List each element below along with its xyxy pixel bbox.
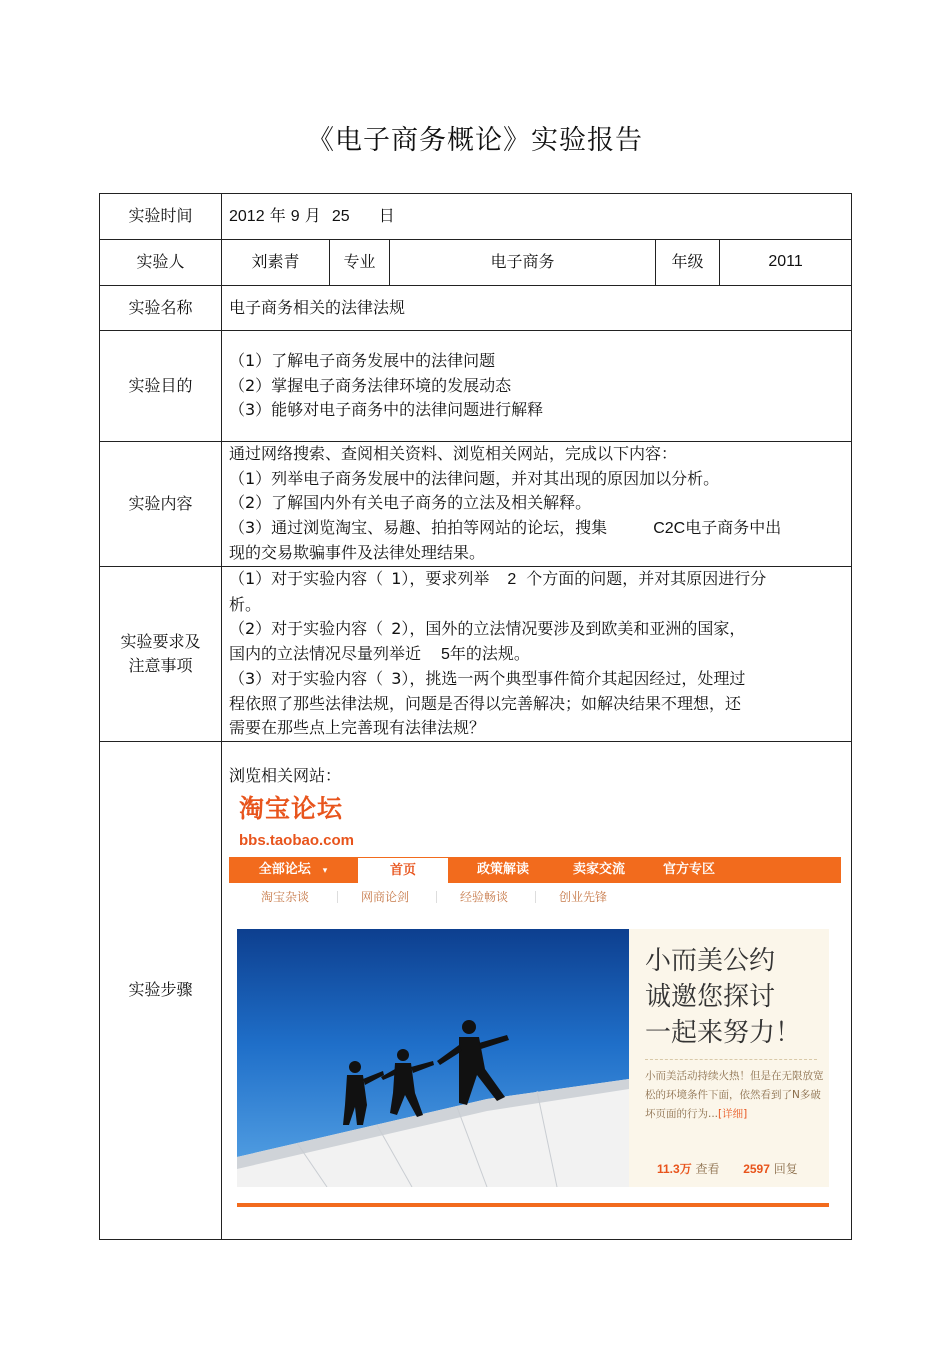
value-person-name: 刘素青	[222, 240, 330, 286]
purpose-line: （2）掌握电子商务法律环境的发展动态	[229, 375, 512, 395]
requirements-part: 国内的立法情况尽量列举近	[229, 643, 422, 663]
report-table	[99, 193, 852, 1240]
label-name: 实验名称	[100, 286, 222, 331]
time-yue: 月	[304, 205, 321, 225]
label-major: 专业	[330, 240, 390, 286]
requirements-line	[229, 642, 844, 668]
promo-title-line: 诚邀您探讨	[645, 981, 776, 1012]
row-person	[100, 240, 852, 286]
promo-description	[645, 1067, 825, 1124]
promo-stats	[657, 1157, 798, 1182]
requirements-label-2: 注意事项	[128, 656, 193, 675]
subnav-divider	[337, 891, 338, 903]
requirements-part: 5	[441, 645, 450, 663]
views-label: 查看	[695, 1161, 720, 1176]
steps-intro: 浏览相关网站：	[229, 766, 342, 785]
promo-details-link[interactable]: [详细]	[718, 1107, 748, 1120]
requirements-line: 需要在那些点上完善现有法律法规？	[229, 718, 486, 738]
row-content	[100, 442, 852, 567]
content-line: （1）列举电子商务发展中的法律问题，并对其出现的原因加以分析。	[229, 468, 720, 488]
requirements-part: （3）对于实验内容（	[229, 669, 384, 689]
content-line-part: （3）通过浏览淘宝、易趣、拍拍等网站的论坛，搜集	[229, 517, 608, 537]
label-time: 实验时间	[100, 194, 222, 240]
subnav-experience[interactable]: 经验畅谈	[460, 889, 509, 904]
purpose-line: （3）能够对电子商务中的法律问题进行解释	[229, 400, 544, 420]
requirements-label-1: 实验要求及	[120, 631, 201, 651]
taobao-forum-screenshot	[229, 795, 841, 1215]
taobao-forum-logo: 淘宝论坛	[239, 793, 344, 823]
label-steps: 实验步骤	[100, 742, 222, 1240]
nav-official-zone[interactable]: 官方专区	[662, 861, 715, 877]
time-ri: 日	[378, 205, 395, 225]
value-major: 电子商务	[390, 240, 656, 286]
requirements-part: 2	[507, 571, 517, 589]
requirements-line: 析。	[229, 594, 262, 614]
requirements-part: 3），挑选一两个典型事件简介其起因经过，处理过	[391, 669, 746, 689]
views-count: 11.3万	[657, 1161, 692, 1176]
requirements-line	[229, 567, 844, 593]
nav-policy[interactable]: 政策解读	[476, 861, 529, 877]
promo-title-line: 一起来努力！	[645, 1017, 802, 1048]
promo-divider	[645, 1059, 817, 1060]
banner-image[interactable]	[237, 929, 629, 1187]
label-content: 实验内容	[100, 442, 222, 567]
row-time	[100, 194, 852, 240]
row-purpose	[100, 331, 852, 442]
time-nian: 年	[269, 205, 286, 225]
value-grade: 2011	[720, 240, 852, 286]
time-day: 25	[331, 207, 350, 225]
row-name	[100, 286, 852, 331]
nav-home[interactable]: 首页	[357, 857, 449, 883]
nav-all-forums[interactable]	[237, 857, 349, 883]
value-content	[222, 442, 852, 567]
requirements-part: 年的法规。	[449, 643, 530, 663]
label-person: 实验人	[100, 240, 222, 286]
chevron-down-icon: ▾	[322, 865, 328, 876]
value-name: 电子商务相关的法律法规	[222, 286, 852, 331]
requirements-line	[229, 617, 844, 642]
content-line: 现的交易欺骗事件及法律处理结果。	[229, 543, 486, 563]
value-steps	[222, 742, 852, 1240]
promo-panel	[629, 929, 829, 1187]
forum-nav-bar	[229, 857, 841, 883]
content-line-part: C2C电子商务中出	[653, 519, 782, 537]
promo-description-text: 小而美活动持续火热！但是在无限放宽松的环境条件下面，依然看到了N多破坏页面的行为...	[645, 1069, 824, 1120]
label-requirements	[100, 567, 222, 742]
content-line	[229, 516, 844, 542]
row-requirements	[100, 567, 852, 742]
value-time	[222, 194, 852, 240]
promo-title	[645, 943, 801, 1051]
requirements-line: 程依照了那些法律法规，问题是否得以完善解决；如解决结果不理想，还	[229, 693, 742, 713]
subnav-divider	[436, 891, 437, 903]
replies-label: 回复	[773, 1161, 798, 1176]
page-title: 《电子商务概论》实验报告	[307, 125, 643, 156]
purpose-line: （1）了解电子商务发展中的法律问题	[229, 351, 496, 371]
subnav-taobao-chat[interactable]: 淘宝杂谈	[261, 889, 310, 904]
time-month: 9	[290, 207, 300, 225]
forum-sub-nav	[229, 885, 841, 909]
label-grade: 年级	[656, 240, 720, 286]
subnav-startup[interactable]: 创业先锋	[559, 889, 608, 904]
replies-count: 2597	[743, 1161, 770, 1176]
nav-all-forums-label: 全部论坛	[258, 861, 311, 877]
nav-seller-exchange[interactable]: 卖家交流	[572, 861, 625, 877]
requirements-part: 1），要求列举	[391, 569, 490, 589]
label-purpose: 实验目的	[100, 331, 222, 442]
content-line: （2）了解国内外有关电子商务的立法及相关解释。	[229, 493, 592, 513]
content-line: 通过网络搜索、查阅相关资料、浏览相关网站，完成以下内容：	[229, 444, 678, 464]
requirements-part: 个方面的问题，并对其原因进行分	[526, 569, 767, 589]
promo-title-line: 小而美公约	[645, 945, 776, 976]
value-requirements	[222, 567, 852, 742]
taobao-forum-url: bbs.taobao.com	[239, 831, 355, 849]
subnav-merchant-talk[interactable]: 网商论剑	[361, 889, 410, 904]
subnav-divider	[535, 891, 536, 903]
orange-bottom-bar	[237, 1203, 829, 1207]
requirements-line	[229, 667, 844, 692]
row-steps	[100, 742, 852, 1240]
requirements-part: （2）对于实验内容（	[229, 619, 384, 639]
requirements-part: （1）对于实验内容（	[229, 569, 384, 589]
businessmen-climbing-image	[237, 929, 629, 1187]
value-purpose	[222, 331, 852, 442]
time-year: 2012	[229, 207, 265, 225]
requirements-part: 2），国外的立法情况要涉及到欧美和亚洲的国家，	[391, 619, 746, 639]
